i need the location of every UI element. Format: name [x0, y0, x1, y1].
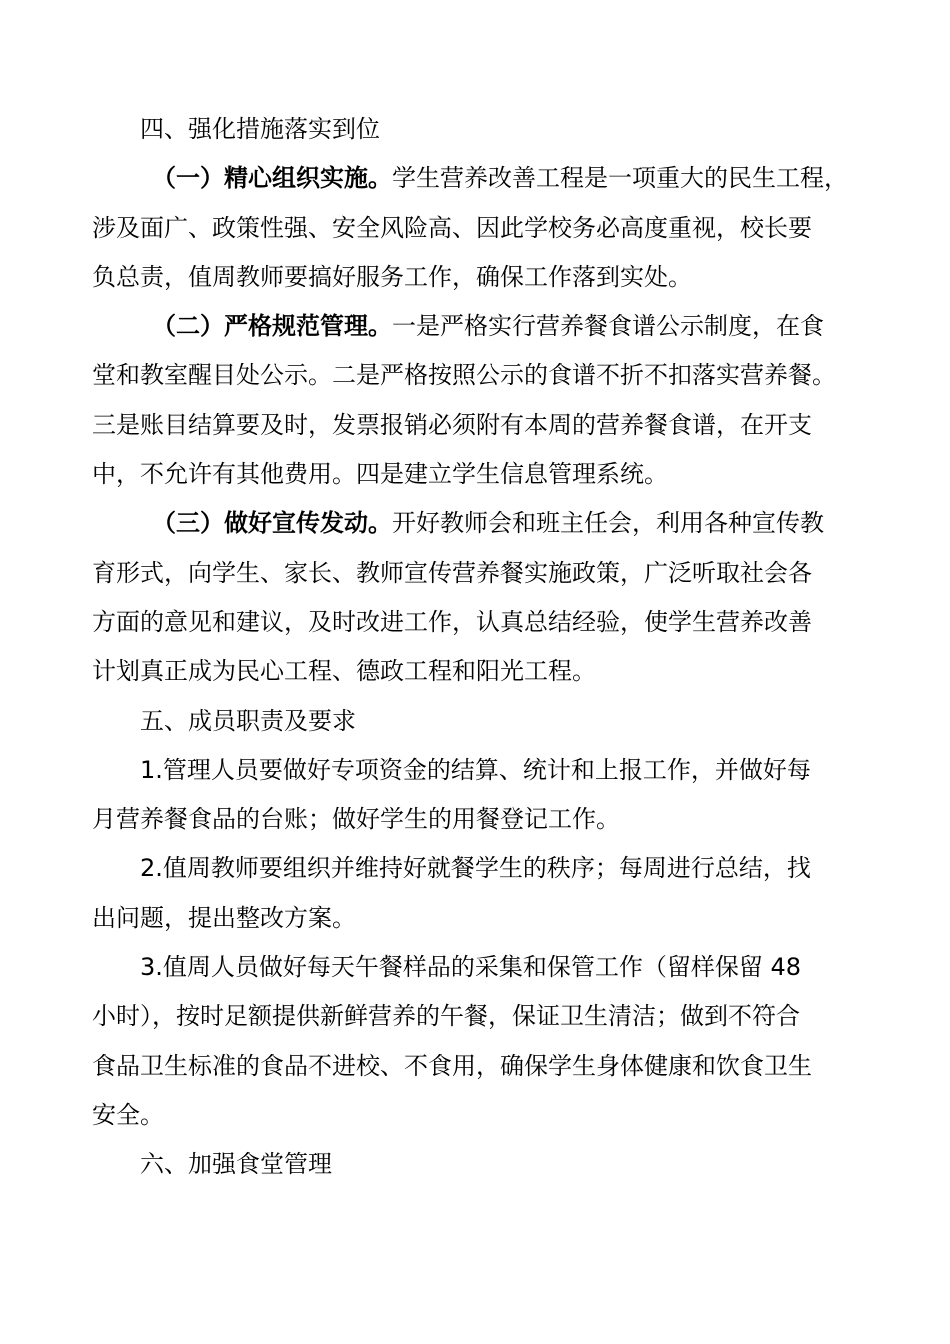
requirement-1-line-2: 月营养餐食品的台账；做好学生的用餐登记工作。: [92, 805, 620, 834]
item-1-first-line: [92, 154, 862, 203]
requirement-1-line-1: 1.管理人员要做好专项资金的结算、统计和上报工作，并做好每: [140, 755, 811, 784]
requirement-3-line-1: 3.值周人员做好每天午餐样品的采集和保管工作（留样保留 48: [140, 953, 802, 982]
item-3-lead: （三）做好宣传发动。: [152, 509, 392, 538]
item-1-lead: （一）精心组织实施。: [152, 164, 392, 193]
requirement-3-line-3: 食品卫生标准的食品不进校、不食用，确保学生身体健康和饮食卫生: [92, 1051, 812, 1080]
item-3-line-3: 方面的意见和建议，及时改进工作，认真总结经验，使学生营养改善: [92, 607, 812, 636]
item-2-line-4: 中，不允许有其他费用。四是建立学生信息管理系统。: [92, 460, 668, 489]
document-page: [92, 105, 862, 1190]
item-3-first-line: [92, 499, 862, 548]
item-1-line-2: 涉及面广、政策性强、安全风险高、因此学校务必高度重视，校长要: [92, 213, 812, 242]
requirement-2-line-2: 出问题，提出整改方案。: [92, 903, 356, 932]
item-2-line-3: 三是账目结算要及时，发票报销必须附有本周的营养餐食谱，在开支: [92, 410, 812, 439]
item-2-text: 一是严格实行营养餐食谱公示制度，在食: [392, 312, 824, 341]
item-2-line-2: 堂和教室醒目处公示。二是严格按照公示的食谱不折不扣落实营养餐。: [92, 361, 836, 390]
item-3-line-2: 育形式，向学生、家长、教师宣传营养餐实施政策，广泛听取社会各: [92, 558, 812, 587]
requirement-2-line-1: 2.值周教师要组织并维持好就餐学生的秩序；每周进行总结，找: [140, 854, 811, 883]
section-6-heading: 六、加强食堂管理: [140, 1150, 332, 1179]
requirement-3-line-4: 安全。: [92, 1100, 164, 1129]
section-4-heading: 四、强化措施落实到位: [140, 115, 380, 143]
item-2-lead: （二）严格规范管理。: [152, 312, 392, 341]
section-5-heading: 五、成员职责及要求: [140, 706, 356, 735]
item-1-text: 学生营养改善工程是一项重大的民生工程，: [392, 164, 848, 193]
requirement-3-line-2: 小时），按时足额提供新鲜营养的午餐，保证卫生清洁；做到不符合: [92, 1002, 800, 1031]
item-3-text: 开好教师会和班主任会，利用各种宣传教: [392, 509, 824, 538]
item-2-first-line: [92, 302, 862, 351]
item-3-line-4: 计划真正成为民心工程、德政工程和阳光工程。: [92, 657, 596, 686]
item-1-line-3: 负总责，值周教师要搞好服务工作，确保工作落到实处。: [92, 262, 692, 291]
